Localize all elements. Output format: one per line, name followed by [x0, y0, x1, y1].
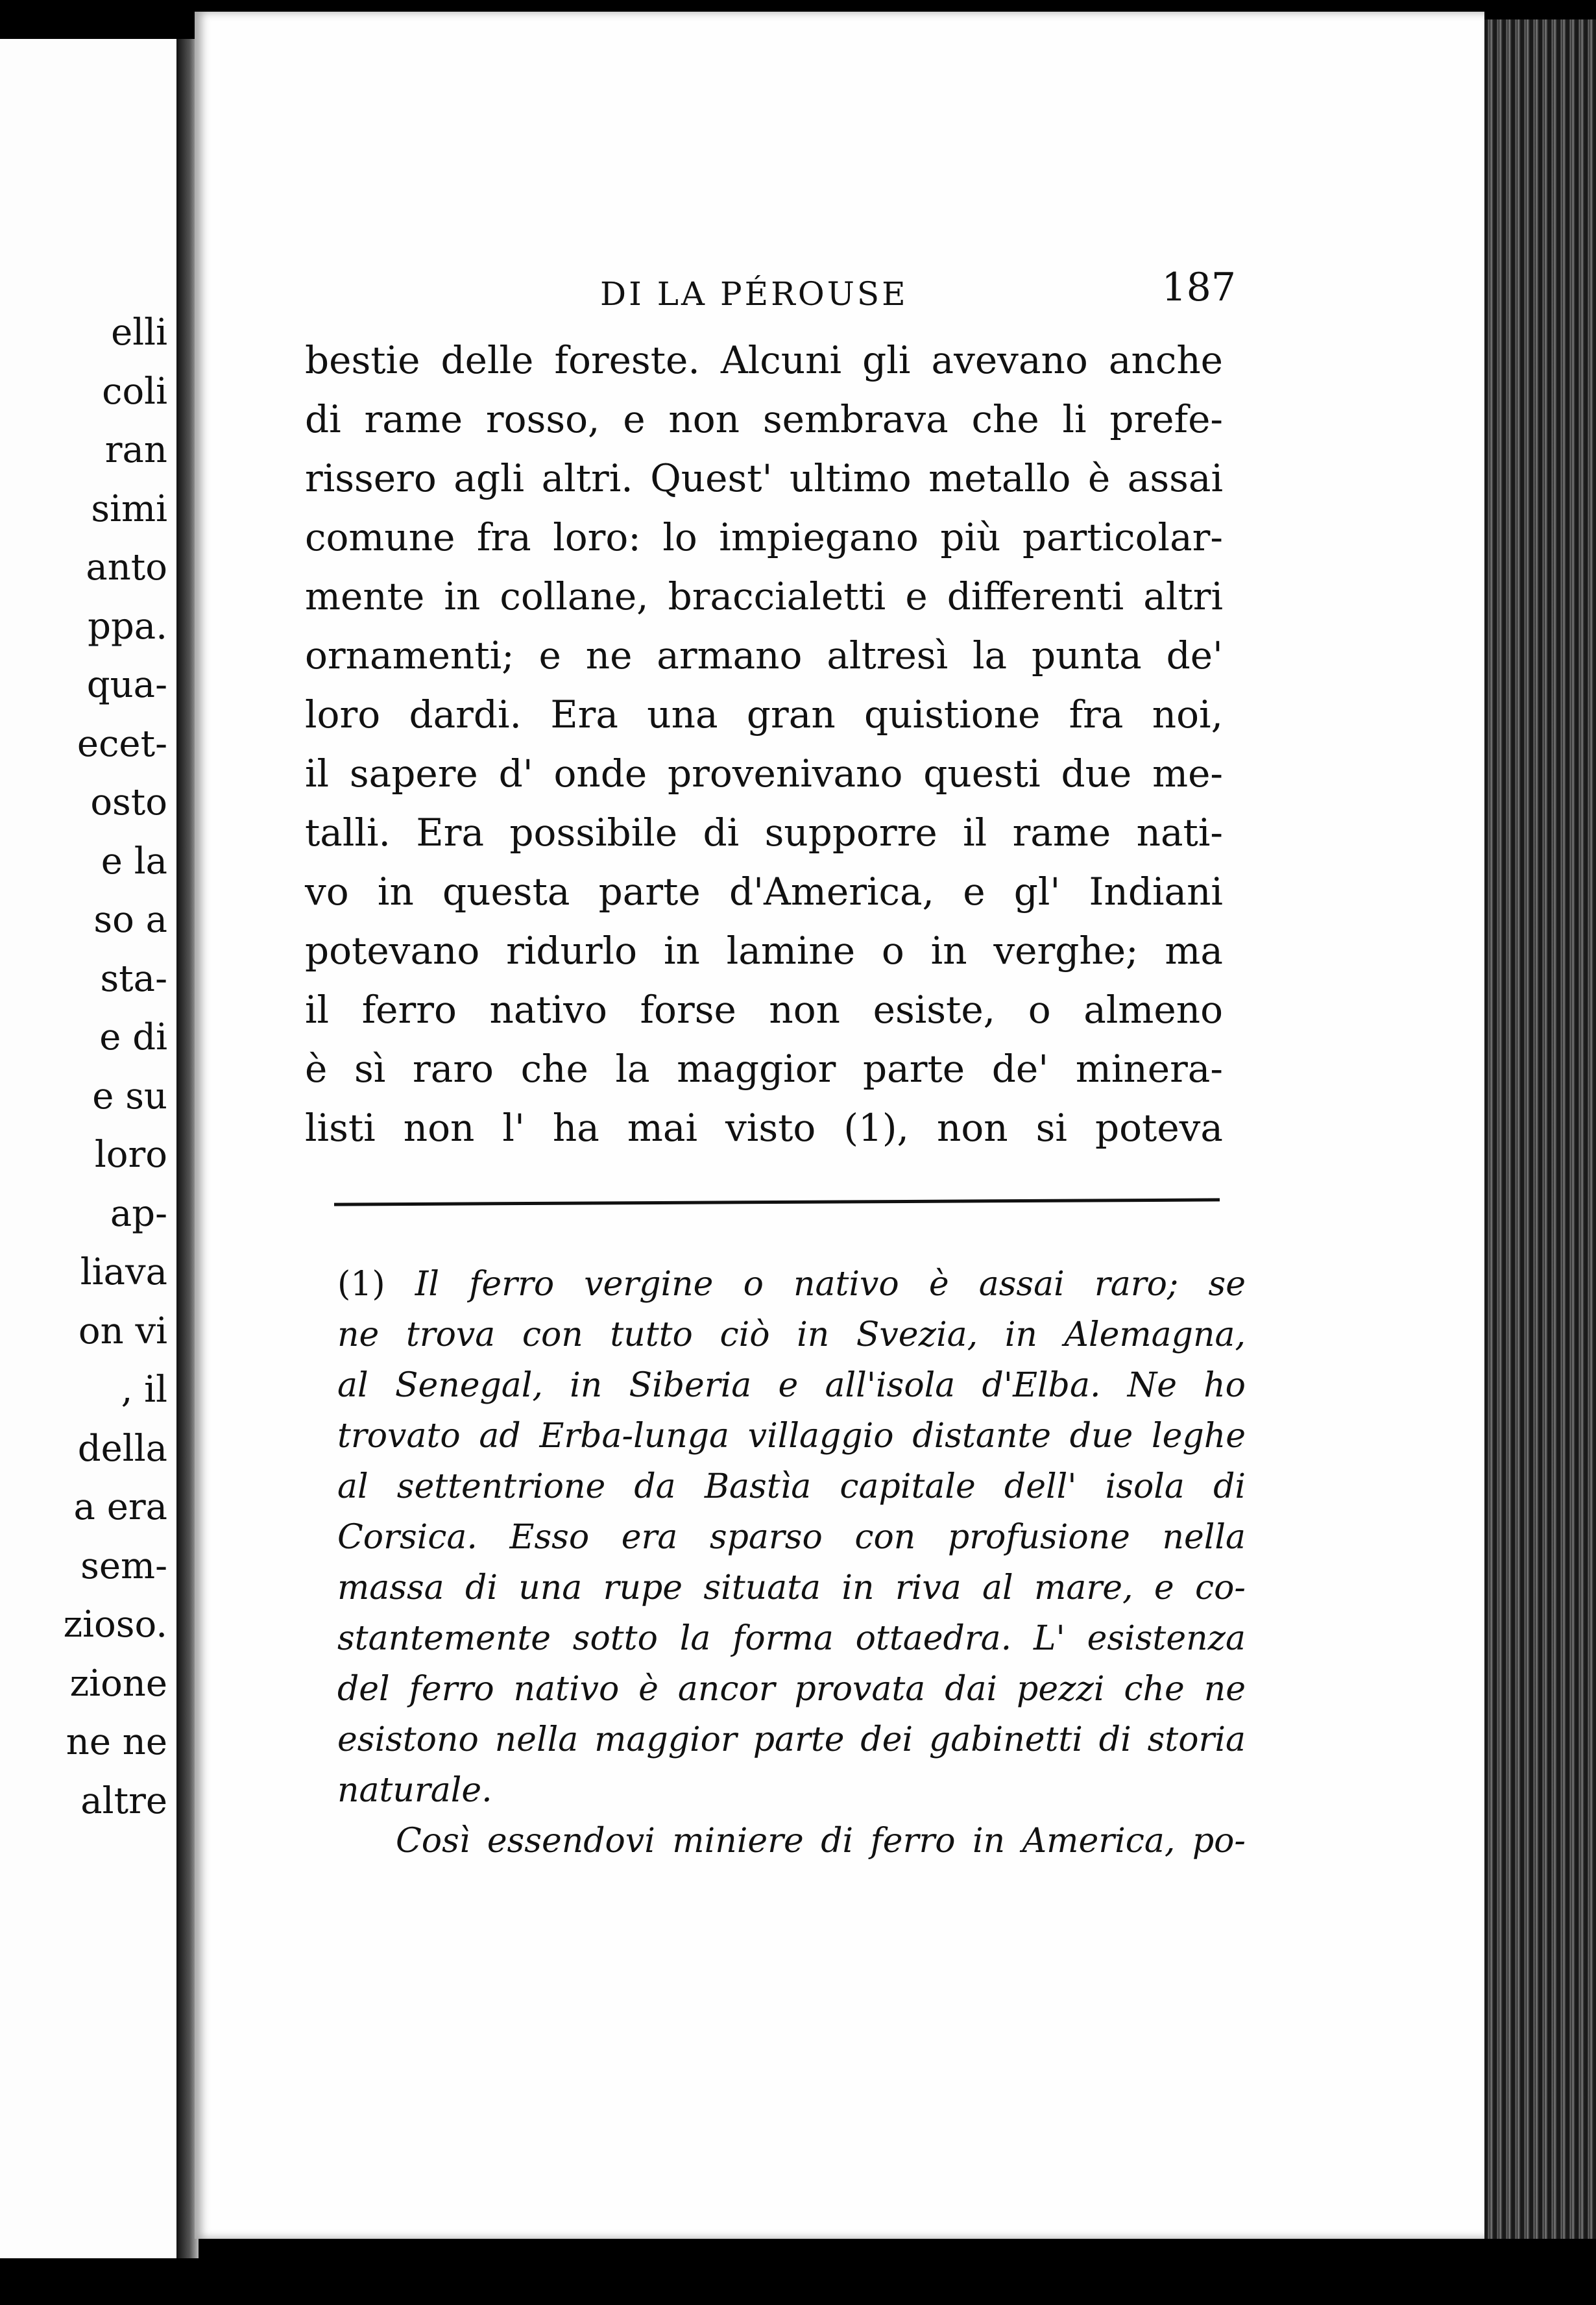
- footnote-line: del ferro nativo è ancor provata dai pezzi che ne: [337, 1670, 1246, 1709]
- facing-page-line: ran: [104, 429, 167, 471]
- footnote-line: esistono nella maggior parte dei gabinetti di storia: [337, 1720, 1246, 1759]
- body-line: potevano ridurlo in lamine o in verghe; ma: [305, 929, 1223, 973]
- facing-page-line: e su: [92, 1075, 167, 1117]
- facing-page-line: ne ne: [66, 1721, 167, 1763]
- facing-page-line: a era: [73, 1486, 167, 1528]
- facing-page-line: ecet-: [77, 722, 167, 765]
- facing-page-line: sta-: [100, 957, 167, 1000]
- footnote-line: Corsica. Esso era sparso con profusione nella: [337, 1518, 1246, 1557]
- facing-page-line: zioso.: [63, 1604, 167, 1646]
- facing-page-line: elli: [111, 311, 167, 354]
- footnote-line: naturale.: [337, 1771, 492, 1810]
- facing-page-line: ppa.: [88, 605, 167, 648]
- facing-page-line: qua-: [86, 664, 167, 706]
- facing-page-line: loro: [94, 1134, 167, 1176]
- footnote-line: trovato ad Erba-lunga villaggio distante due leghe: [337, 1417, 1246, 1456]
- page-number: 187: [1161, 265, 1236, 310]
- facing-page-line: altre: [80, 1779, 167, 1822]
- facing-page-line: simi: [91, 487, 167, 530]
- facing-page-line: on vi: [78, 1310, 167, 1352]
- page-header: [600, 265, 1236, 317]
- body-line: mente in collane, braccialetti e differenti altri: [305, 574, 1223, 618]
- body-line: il sapere d' onde provenivano questi due me-: [305, 751, 1223, 796]
- body-line: bestie delle foreste. Alcuni gli avevano anche: [305, 338, 1223, 382]
- footnote: [337, 1259, 1246, 1866]
- body-line: talli. Era possibile di supporre il rame nati-: [305, 811, 1223, 855]
- body-line: è sì raro che la maggior parte de' minera-: [305, 1047, 1223, 1091]
- facing-page-line: , il: [121, 1369, 167, 1411]
- running-head: DI LA PÉROUSE: [600, 275, 908, 313]
- footnote-line: al Senegal, in Siberia e all'isola d'Elba. Ne ho: [337, 1366, 1246, 1405]
- footnote-line-text: Il ferro vergine o nativo è assai raro; se: [415, 1265, 1246, 1304]
- body-line: listi non l' ha mai visto (1), non si poteva: [305, 1106, 1223, 1150]
- facing-page-line: ap-: [110, 1192, 167, 1235]
- facing-page-left: [0, 39, 180, 2258]
- footnote-marker: (1): [337, 1265, 385, 1304]
- footnote-line: al settentrione da Bastìa capitale dell' isola di: [337, 1467, 1246, 1506]
- footnote-line: massa di una rupe situata in riva al mare, e co-: [337, 1568, 1246, 1607]
- body-line: ornamenti; e ne armano altresì la punta de': [305, 633, 1223, 677]
- facing-page-line: zione: [69, 1662, 167, 1705]
- facing-page-line: sem-: [80, 1544, 167, 1587]
- facing-page-line: coli: [102, 370, 167, 413]
- footnote-line-first: [337, 1259, 1246, 1310]
- body-text: [305, 331, 1223, 1158]
- facing-page-line: della: [77, 1427, 167, 1470]
- footnote-line: stantemente sotto la forma ottaedra. L' esistenza: [337, 1619, 1246, 1658]
- body-line: rissero agli altri. Quest' ultimo metallo è assai: [305, 456, 1223, 500]
- facing-page-line: e la: [101, 840, 167, 883]
- facing-page-line: osto: [90, 781, 167, 823]
- facing-page-line: e di: [99, 1016, 167, 1058]
- facing-page-line: anto: [86, 546, 167, 589]
- facing-page-line: so a: [93, 899, 167, 941]
- facing-page-line: liava: [80, 1251, 167, 1293]
- page-edges: [1484, 19, 1596, 2239]
- footnote-line: ne trova con tutto ciò in Svezia, in Alemagna,: [337, 1315, 1246, 1354]
- body-line: di rame rosso, e non sembrava che li prefe-: [305, 397, 1223, 441]
- body-line: loro dardi. Era una gran quistione fra noi,: [305, 692, 1223, 737]
- body-line: comune fra loro: lo impiegano più particolar-: [305, 515, 1223, 559]
- footnote-continuation: Così essendovi miniere di ferro in America, po-: [396, 1822, 1246, 1860]
- body-line: vo in questa parte d'America, e gl' Indiani: [305, 870, 1223, 914]
- body-line: il ferro nativo forse non esiste, o almeno: [305, 988, 1223, 1032]
